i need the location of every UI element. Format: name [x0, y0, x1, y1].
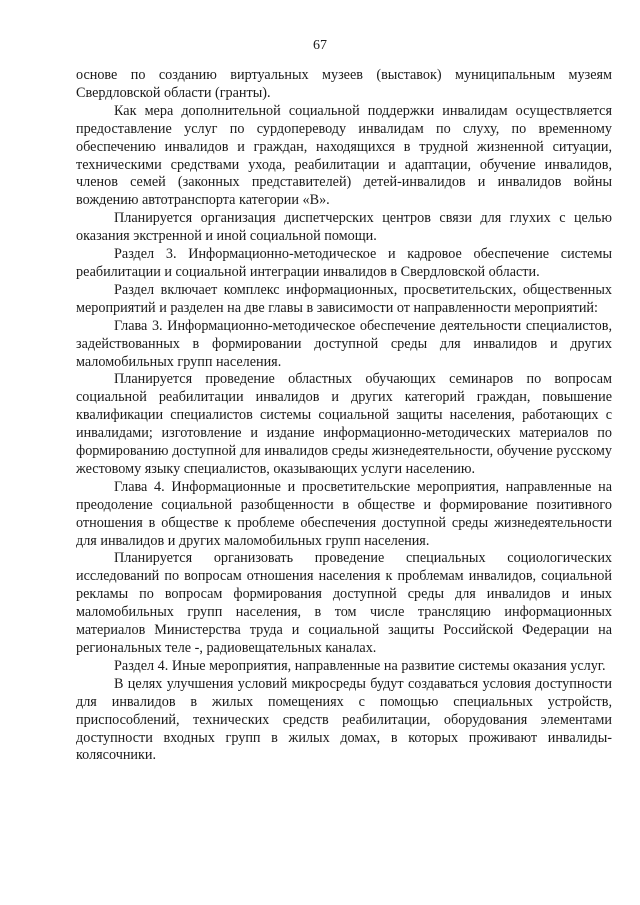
- paragraph-section-3-overview: Раздел включает комплекс информационных, просветительских, общественных мероприятий и разделен на две главы в зависимости от направленности мероприятий:: [76, 281, 612, 316]
- paragraph-dispatch-centers: Планируется организация диспетчерских центров связи для глухих с целью оказания экстренной и иной социальной помощи.: [76, 210, 612, 245]
- paragraph-continuation: основе по созданию виртуальных музеев (выставок) муниципальным музеям Свердловской области (гранты).: [76, 67, 612, 101]
- document-body: [76, 67, 612, 765]
- paragraph-microenvironment: В целях улучшения условий микросреды будут создаваться условия доступности для инвалидов в жилых помещениях с помощью специальных устройств, приспособлений, технических средств реабилитации, оборудования элементами доступности входных групп в жилых домах, в которых проживают инвалиды-колясочники.: [76, 675, 612, 764]
- paragraph-research: Планируется организовать проведение специальных социологических исследований по вопросам отношения населения к проблемам инвалидов, социальной рекламы по вопросам формирования доступной среды для инвалидов и иных маломобильных групп населения, в том числе трансляцию информационных материалов Министерства труда и социальной защиты Российской Федерации на региональных теле -, радиовещательных каналах.: [76, 550, 612, 656]
- page-number: 67: [313, 38, 327, 53]
- chapter-4-heading: Глава 4. Информационные и просветительские мероприятия, направленные на преодоление социальной разобщенности в обществе и формирование позитивного отношения в обществе к проблеме обеспечения доступной среды жизнедеятельности для инвалидов и других маломобильных групп населения.: [76, 478, 612, 549]
- section-3-heading: Раздел 3. Информационно-методическое и кадровое обеспечение системы реабилитации и социальной интеграции инвалидов в Свердловской области.: [76, 246, 612, 280]
- section-4-heading: Раздел 4. Иные мероприятия, направленные на развитие системы оказания услуг.: [114, 657, 606, 674]
- paragraph-social-support: Как мера дополнительной социальной поддержки инвалидам осуществляется предоставление услуг по сурдопереводу инвалидам по слуху, по временному обеспечению инвалидов и граждан, находящихся в трудной жизненной ситуации, техническими средствами ухода, реабилитации и адаптации, обучение инвалидов, членов семей (законных представителей) детей-инвалидов и инвалидов войны вождению автотранспорта категории «В».: [76, 102, 612, 209]
- paragraph-seminars: Планируется проведение областных обучающих семинаров по вопросам социальной реабилитации инвалидов и других категорий граждан, повышение квалификации специалистов системы социальной защиты населения, работающих с инвалидами; изготовление и издание информационно-методических материалов по формированию доступной для инвалидов среды жизнедеятельности, обучение русскому жестовому языку специалистов, оказывающих услуги населению.: [76, 371, 612, 477]
- chapter-3-heading: Глава 3. Информационно-методическое обеспечение деятельности специалистов, задействованных в формировании доступной среды для инвалидов и других маломобильных групп населения.: [76, 317, 612, 370]
